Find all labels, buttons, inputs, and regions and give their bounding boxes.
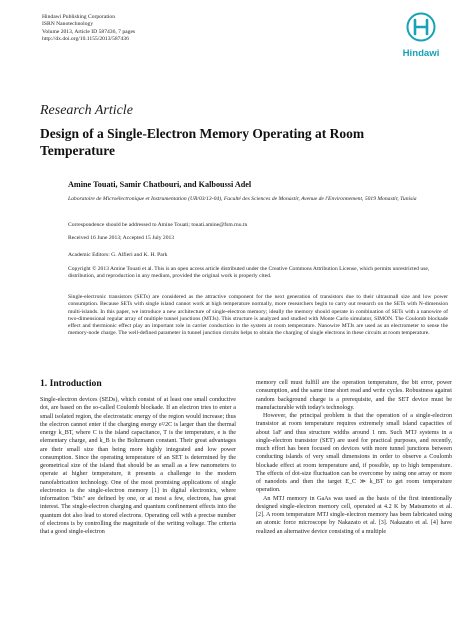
- hindawi-mark-icon: [406, 12, 436, 42]
- academic-editors: Academic Editors: G. Alfieri and K. H. Park: [68, 252, 168, 258]
- correspondence: Correspondence should be addressed to Amine Touati; touati.amine@fsm.rnu.tn: [68, 222, 248, 228]
- intro-paragraph-2: However, the principal problem is that the operation of a single-electron transistor at room temperature requires extremely small island capacities of about 1aF and thus structure widths around 1 nm. Such MTJ systems in a single-electron transistor (SET) are used for practical purposes, and recently, much effort has been focused on devices with more tunnel junctions between conducting islands of very small dimensions in order to observe a Coulomb blockade effect at room temperature and, if possible, up to high temperature. The effects of dot-size fluctuation can be overcome by using one array or more of nanodots and then the target E_C ≫ k_BT to get room temperature operation.: [256, 413, 452, 494]
- hindawi-logo: [397, 12, 445, 59]
- intro-paragraph-1-cont: memory cell must fulfill are the operation temperature, the bit error, power consumption, and the same time short read and write cycles. Robustness against random background charge is a prerequisite, and the SET device must be manufacturable with today's technology.: [256, 380, 452, 411]
- journal-header: [42, 14, 135, 44]
- journal-line: ISRN Nanotechnology: [42, 21, 94, 28]
- volume-line: Volume 2013, Article ID 587436, 7 pages: [42, 28, 136, 35]
- publisher-line: Hindawi Publishing Corporation: [42, 14, 116, 20]
- section-heading: 1. Introduction: [40, 378, 102, 389]
- logo-wordmark: Hindawi: [402, 48, 440, 59]
- article-type: Research Article: [40, 103, 133, 118]
- left-column: [40, 396, 236, 536]
- right-column: [256, 379, 452, 536]
- intro-paragraph-3: An MTJ memory in GaAs was used as the basis of the first intentionally designed single-electron memory cell, operated at 4.2 K by Matsumoto et al. [2]. A room temperature MTJ single-electron memory has been fabricated using an atomic force microscope by Nakazato et al. [3]. Nakazato et al. [4] have realized an alternative device consisting of a multiple: [256, 495, 452, 535]
- intro-paragraph-1: Single-electron devices (SEDs), which consist of at least one small conductive dot, are based on the so-called Coulomb blockade. If an electron tries to enter a small isolated region, the electrostatic energy of the region would increase; thus the electron cannot enter if the charging energy e²/2C is larger than the thermal energy k_BT, where C is the island capacitance, T is the temperature, e is the elementary charge, and k_B is the Boltzmann constant. Their great advantages are their small size than being more highly integrated and low power consumption. Since the operating temperature of an SET is determined by the geometrical size of the island that should be as small as a few nanometers to operate at higher temperature, it presents a challenge to the modern nanofabrication technology. One of the most promising applications of single electronics is the single-electron memory [1] in digital electronics, where information "bits" are defined by one, or at most a few, electrons, has great interest. The single-electron charging and quantum confinement effects into the quantum dot also lead to stored electrons. Operating cell with a precise number of electrons is by controlling the magnitude of the writing voltage. The criteria that a good single-electron: [40, 397, 236, 535]
- doi-link[interactable]: http://dx.doi.org/10.1155/2013/587436: [42, 36, 129, 43]
- affiliation: Laboratoire de Microélectronique et Instrumentation (UR/03/13-04), Faculté des Sciences de Monastir, Avenue de l'Environnement, 5019 Monastir, Tunisia: [68, 196, 417, 202]
- abstract: Single-electronic transistors (SETs) are considered as the attractive component for the next generation of transistors due to their ultrasmall size and low power consumption. Because SETs with single island cannot work at high temperature normally, more researchers begin to carry out research on the SETs with N-dimension multi-islands. In this paper, we introduce a new architecture of single-electron memory; ideally the memory should operate in combination of SETs with a nanowire of two-dimensional regular array of multiple tunnel junctions (MTJs). This structure is analyzed and studied with Monte Carlo simulator, SIMON. The Coulomb blockade effect and thermionic effect play an important role in carrier conduction in the system at room temperature. Nanowire MTJs are used as an electrometer to sense the memory-node charge. The well-defined parameter in tunnel junction circuits helps to obtain the charging of single electrons in these circuits at room temperature.: [68, 294, 448, 337]
- copyright-notice: Copyright © 2013 Amine Touati et al. This is an open access article distributed under the Creative Commons Attribution License, which permits unrestricted use, distribution, and reproduction in any medium, provided the original work is properly cited.: [68, 266, 430, 280]
- article-title: Design of a Single-Electron Memory Operating at Room Temperature: [40, 126, 365, 158]
- author-list: Amine Touati, Samir Chatbouri, and Kalboussi Adel: [68, 180, 252, 189]
- received-accepted-dates: Received 16 June 2013; Accepted 15 July 2013: [68, 235, 175, 241]
